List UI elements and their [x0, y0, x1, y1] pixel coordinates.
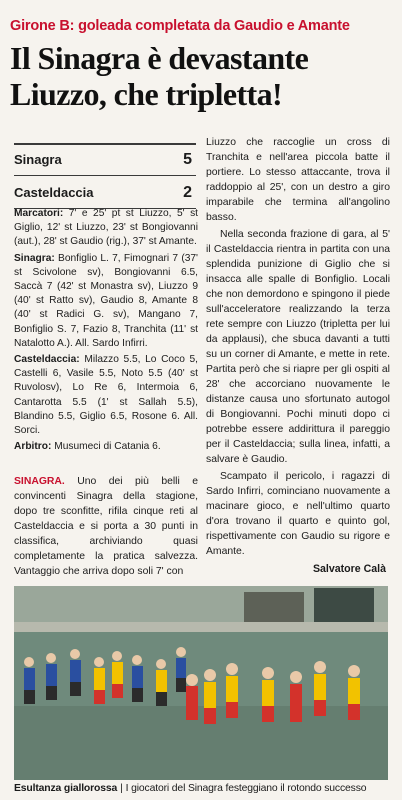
article-kicker: Girone B: goleada completata da Gaudio e Amante — [10, 18, 350, 34]
scoreboard-top-rule — [14, 143, 196, 145]
headline-line-1: Il Sinagra è devastante — [10, 40, 309, 76]
photo-pitch-foreground — [14, 706, 388, 780]
sinagra-lineup: Bonfiglio L. 7, Fimognari 7 (37' st Scivolone sv), Bongiovanni 6.5, Saccà 7 (42' st Monastra sv), Liuzzo 9 (40' st Ratto sv), Gaudio 8, Amante 8 (40' st Radici G. sv), Mangano 7, Bonfiglio S. 7, Fazio 8, Tranchita (11' st Natalotto A.). All. Sardo Infirri. — [14, 252, 198, 349]
scoreboard-divider — [14, 175, 196, 176]
photo-fence — [14, 622, 388, 632]
article-byline: Salvatore Calà — [312, 563, 386, 575]
scoreboard — [14, 143, 196, 212]
sinagra-label: Sinagra: — [14, 252, 55, 264]
article-paragraph-1: Liuzzo che raccoglie un cross di Tranchita e nell'area piccola batte il portiere. Lo stesso attaccante, trova il raddoppio al 25', con un destro a giro imparabile che termina all'angolino basso. — [206, 137, 390, 223]
away-team-name: Casteldaccia — [14, 185, 94, 200]
tabellino-sinagra — [14, 252, 198, 351]
caption-separator: | — [120, 783, 123, 794]
article-body-left — [14, 474, 198, 579]
article-dateline: SINAGRA. — [14, 476, 65, 487]
article-paragraph-3: Scampato il pericolo, i ragazzi di Sardo Infirri, cominciano nuovamente a macinare gioco, e nell'ultimo quarto d'ora trovano il quarto e quinto gol, rispettivamente con Gaudio su rigore e Amante. — [206, 471, 390, 557]
tabellino-casteldaccia — [14, 353, 198, 438]
caption-text: I giocatori del Sinagra festeggiano il rotondo successo — [125, 783, 367, 794]
team-celebration-photo — [14, 586, 388, 780]
article-text-left: Uno dei più belli e convincenti Sinagra della stagione, dopo tre sconfitte, rifila cinque reti al Casteldaccia e si porta a 30 punti in classifica, archiviando quasi completamente la pratica salvezza. Vantaggio che arriva dopo soli 7' con — [14, 476, 199, 577]
home-team-name: Sinagra — [14, 152, 62, 167]
photo-illustration — [14, 586, 388, 780]
home-team-goals: 5 — [183, 150, 192, 168]
marcatori-text: 7' e 25' pt st Liuzzo, 5' st Giglio, 12' st Liuzzo, 23' st Bongiovanni (aut.), 28' st Gaudio (rig.), 37' st Amante. — [14, 208, 198, 248]
article-paragraph-2: Nella seconda frazione di gara, al 5' il Casteldaccia rientra in partita con una splendida punizione di Giglio che si insacca alle spalle di Bonfiglio. Locali che non demordono e spingono il piede sull'acceleratore realizzando la terza rete sempre con Liuzzo (tripletta per lui da applausi), che sbuca davanti a tutti su un corner di Amante, e mette in rete. Partita però che si riapre per gli ospiti al 28' che accorciano nuovamente le distanze causa uno sfortunato autogol di Bongiovanni. Pochi minuti dopo ci potrebbe essere addirittura il pareggio per il Casteldaccia; sulla linea, infatti, a salvare è Gaudio. — [206, 229, 390, 465]
caption-kicker: Esultanza giallorossa — [14, 783, 118, 794]
arbitro-label: Arbitro: — [14, 441, 52, 453]
casteldaccia-label: Casteldaccia: — [14, 354, 80, 366]
match-report-tabellino — [14, 207, 198, 456]
tabellino-marcatori — [14, 207, 198, 250]
headline-line-2: Liuzzo, che tripletta! — [10, 76, 283, 112]
photo-tree — [314, 588, 374, 622]
arbitro-text: Musumeci di Catania 6. — [54, 441, 161, 453]
article-body-right — [206, 135, 390, 561]
marcatori-label: Marcatori: — [14, 208, 64, 219]
score-row-away — [14, 179, 196, 206]
photo-caption — [14, 783, 394, 794]
tabellino-arbitro — [14, 440, 198, 454]
away-team-goals: 2 — [183, 183, 192, 201]
casteldaccia-lineup: Milazzo 5.5, Lo Coco 5, Castelli 6, Vasile 5.5, Noto 5.5 (40' st Ruvolosv), Lo Re 6, Intermoia 6, Cantarotta 5.5 (1' st Sallah 5.5), Blandino 5.5, Giglio 6.5, Rosone 6. All. Sorci. — [14, 354, 198, 437]
photo-building — [244, 592, 304, 622]
score-row-home — [14, 146, 196, 173]
article-headline — [10, 40, 394, 112]
